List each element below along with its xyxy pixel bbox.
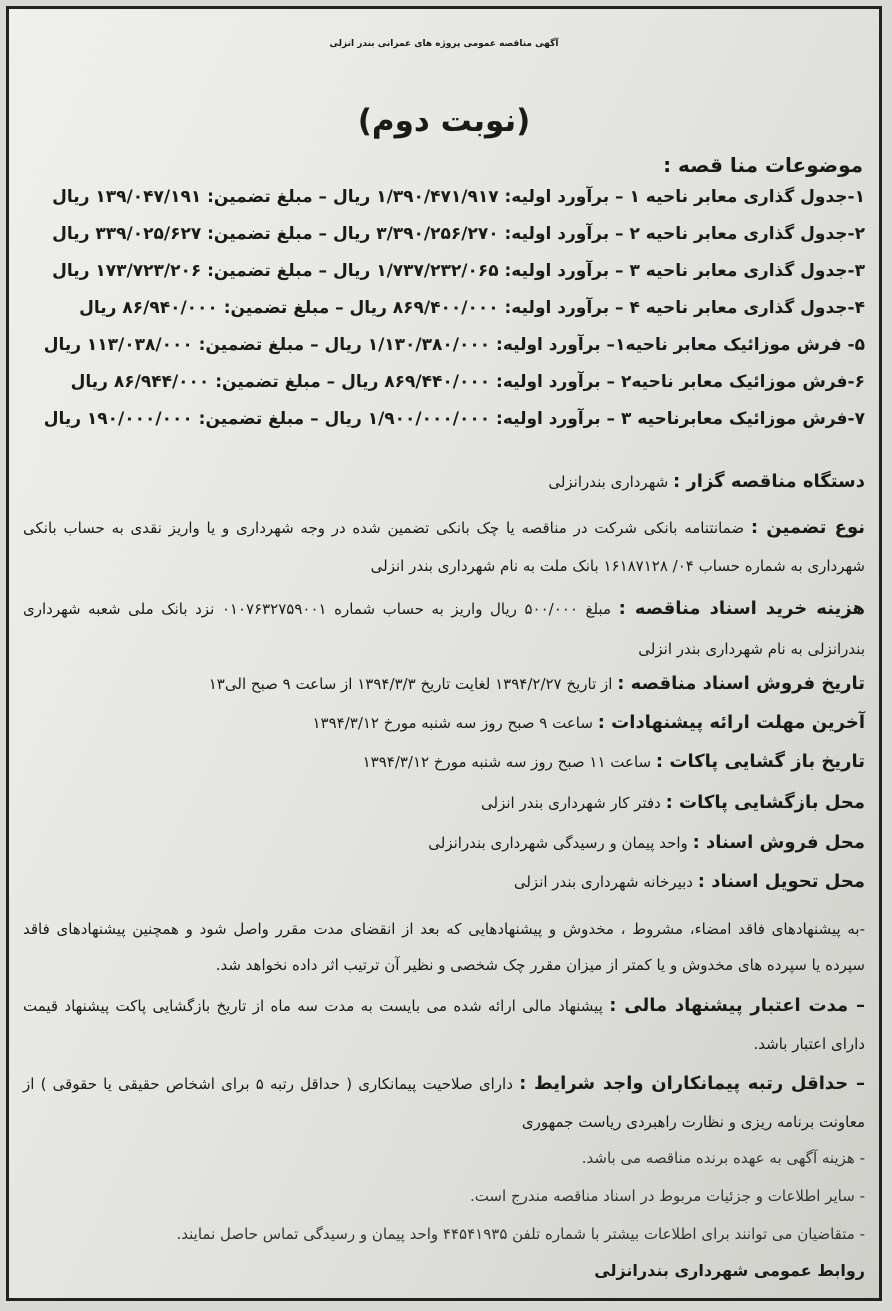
tender-item: ۶-فرش موزائیک معابر ناحیه۲ – برآورد اولیه: ۸۶۹/۴۴۰/۰۰۰ ریال – مبلغ تضمین: ۸۶/۹۴۴/۰۰۰ ریال [70, 372, 865, 392]
notice-title: آگهی مناقصه عمومی پروژه های عمرانی بندر انزلی [329, 39, 559, 49]
sale-place-value: واحد پیمان و رسیدگی شهرداری بندرانزلی [428, 834, 688, 852]
opening-place-row [23, 792, 865, 814]
authority-value: شهرداری بندرانزلی [548, 473, 669, 491]
tender-notice [6, 6, 882, 1301]
sale-date-label: تاریخ فروش اسناد مناقصه : [617, 673, 865, 694]
validity-row [23, 987, 865, 1063]
opening-date-value: ساعت ۱۱ صبح روز سه شنبه مورخ ۱۳۹۴/۳/۱۲ [362, 753, 652, 771]
note-item: - متقاضیان می توانند برای اطلاعات بیشتر با شماره تلفن ۴۴۵۴۱۹۳۵ واحد پیمان و رسیدگی تماس حاصل نمایند. [176, 1225, 865, 1243]
delivery-place-value: دبیرخانه شهرداری بندر انزلی [513, 873, 693, 891]
deadline-row [23, 712, 865, 734]
notice-subtitle: (نوبت دوم) [357, 103, 531, 139]
min-grade-row [23, 1065, 865, 1141]
guarantee-label: نوع تضمین : [750, 517, 865, 538]
opening-date-row [23, 751, 865, 773]
sale-place-row [23, 832, 865, 854]
delivery-place-row [23, 871, 865, 893]
min-grade-value: دارای صلاحیت پیمانکاری ( حداقل رتبه ۵ برای اشخاص حقیقی یا حقوقی ) از معاونت برنامه ریزی و نظارت راهبردی ریاست جمهوری [23, 1075, 865, 1131]
tender-item: ۲-جدول گذاری معابر ناحیه ۲ – برآورد اولیه: ۳/۳۹۰/۲۵۶/۲۷۰ ریال – مبلغ تضمین: ۳۳۹/۰۲۵/۶۲۷ ریال [52, 224, 865, 244]
tender-item: ۳-جدول گذاری معابر ناحیه ۳ – برآورد اولیه: ۱/۷۳۷/۲۳۲/۰۶۵ ریال – مبلغ تضمین: ۱۷۳/۷۲۳/۲۰۶ ریال [52, 261, 865, 281]
doc-cost-row [23, 589, 865, 669]
authority-row [23, 471, 865, 493]
authority-label: دستگاه مناقصه گزار : [672, 471, 865, 492]
guarantee-value: ضمانتنامه بانکی شرکت در مناقصه یا چک بانکی تضمین شده در وجه شهرداری و یا واریز نقدی به حساب بانکی شهرداری به شماره حساب ۰۴/ ۱۶۱۸۷۱۲۸ بانک ملت به نام شهرداری بندر انزلی [23, 519, 865, 575]
min-grade-label: – حداقل رتبه پیمانکاران واجد شرایط : [519, 1073, 865, 1094]
sale-date-value: از تاریخ ۱۳۹۴/۲/۲۷ لغایت تاریخ ۱۳۹۴/۳/۳ از ساعت ۹ صبح الی۱۳ [208, 675, 613, 693]
validity-value: پیشنهاد مالی ارائه شده می بایست به مدت سه ماه از تاریخ بازگشایی پاکت پیشنهاد قیمت دارای اعتبار باشد. [23, 997, 865, 1053]
sale-date-row [23, 673, 865, 695]
tender-item: ۴-جدول گذاری معابر ناحیه ۴ – برآورد اولیه: ۸۶۹/۴۰۰/۰۰۰ ریال – مبلغ تضمین: ۸۶/۹۴۰/۰۰۰ ریال [79, 298, 865, 318]
opening-place-value: دفتر کار شهرداری بندر انزلی [481, 794, 661, 812]
deadline-value: ساعت ۹ صبح روز سه شنبه مورخ ۱۳۹۴/۳/۱۲ [312, 714, 593, 732]
invalid-proposals-notice: -به پیشنهادهای فاقد امضاء، مشروط ، مخدوش و پیشنهادهایی که بعد از انقضای مدت مقرر واصل شود و همچنین پیشنهادهای فاقد سپرده یا سپرده های مخدوش و یا کمتر از میزان مقرر چک شخصی و نظیر آن ترتیب اثر داده نخواهد شد. [23, 920, 865, 974]
deadline-label: آخرین مهلت ارائه پیشنهادات : [597, 712, 865, 733]
tender-item: ۱-جدول گذاری معابر ناحیه ۱ – برآورد اولیه: ۱/۳۹۰/۴۷۱/۹۱۷ ریال – مبلغ تضمین: ۱۳۹/۰۴۷/۱۹۱ ریال [52, 187, 865, 207]
sale-place-label: محل فروش اسناد : [692, 832, 865, 853]
doc-cost-value: مبلغ ۵۰۰/۰۰۰ ریال واریز به حساب شماره ۰۱۰۷۶۳۲۷۵۹۰۰۱ نزد بانک ملی شعبه شهرداری بندرانزلی به نام شهرداری بندر انزلی [23, 600, 865, 658]
opening-place-label: محل بازگشایی پاکات : [665, 792, 865, 813]
doc-cost-label: هزینه خرید اسناد مناقصه : [618, 598, 865, 619]
opening-date-label: تاریخ باز گشایی پاکات : [655, 751, 865, 772]
delivery-place-label: محل تحویل اسناد : [697, 871, 865, 892]
topics-heading: موضوعات منا قصه : [663, 153, 863, 177]
tender-item: ۷-فرش موزائیک معابرناحیه ۳ – برآورد اولیه: ۱/۹۰۰/۰۰۰/۰۰۰ ریال – مبلغ تضمین: ۱۹۰/۰۰۰/۰۰۰ ریال [43, 409, 865, 429]
tender-item: ۵- فرش موزائیک معابر ناحیه۱– برآورد اولیه: ۱/۱۳۰/۳۸۰/۰۰۰ ریال – مبلغ تضمین: ۱۱۳/۰۳۸/۰۰۰ ریال [43, 335, 865, 355]
signature: روابط عمومی شهرداری بندرانزلی [594, 1261, 865, 1280]
note-item: - سایر اطلاعات و جزئیات مربوط در اسناد مناقصه مندرج است. [469, 1187, 865, 1205]
validity-label: – مدت اعتبار پیشنهاد مالی : [609, 995, 865, 1016]
note-item: - هزینه آگهی به عهده برنده مناقصه می باشد. [581, 1149, 865, 1167]
guarantee-row [23, 509, 865, 585]
